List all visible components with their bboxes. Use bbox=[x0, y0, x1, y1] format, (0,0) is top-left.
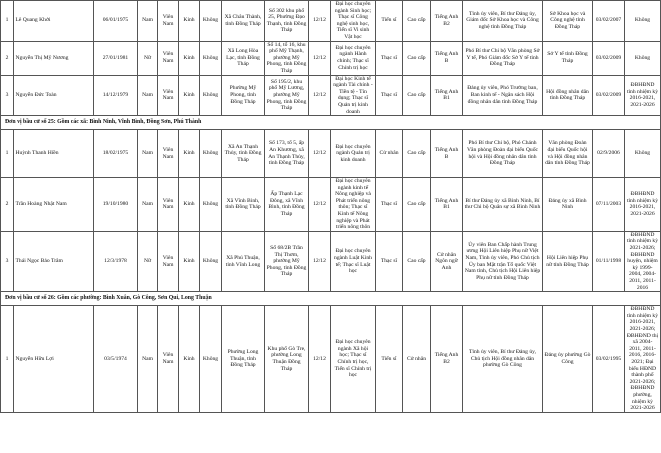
cell-hometown: Xã Long Hòa Lạc, tỉnh Đồng Tháp bbox=[222, 41, 265, 75]
cell-politic: Cao cấp bbox=[403, 1, 431, 42]
cell-name: Lê Quang Khởi bbox=[14, 1, 94, 42]
table-row bbox=[1, 130, 661, 178]
cell-workplace: Sở Khoa học và Công nghệ tỉnh Đồng Tháp bbox=[543, 1, 593, 42]
cell-major: Đại học chuyên ngành kinh tế Nông nghiệp và Phát triển nông thôn; Thạc sĩ Kinh tế Nông nghiệp và Phát triển nông thôn bbox=[331, 178, 376, 232]
cell-position: Phó Bí thư Chi bộ Văn phòng Sở Y tế, Phó Giám đốc Sở Y tế tỉnh Đồng Tháp bbox=[463, 41, 543, 75]
cell-dob: 18/02/1975 bbox=[94, 130, 138, 178]
cell-hometown: Xã An Thạnh Thủy, tỉnh Đồng Tháp bbox=[222, 130, 265, 178]
cell-politic: Cao cấp bbox=[403, 75, 431, 116]
cell-ethnic: Kinh bbox=[179, 75, 200, 116]
cell-stt: 1 bbox=[1, 130, 14, 178]
cell-edu: 12/12 bbox=[309, 178, 331, 232]
cell-hometown: Phường Long Thuận, tỉnh Đồng Tháp bbox=[222, 306, 265, 413]
cell-hometown: Xã Vĩnh Bình, tỉnh Đồng Tháp bbox=[222, 178, 265, 232]
section-title: Đơn vị bầu cử số 26: Gồm các phường: Bình Xuân, Gò Công, Sơn Qui, Long Thuận bbox=[1, 292, 661, 306]
cell-residence: Số 68/2B Trần Thị Thơm, phường Mỹ Phong, tỉnh Đồng Tháp bbox=[265, 231, 309, 291]
cell-gender: Nam bbox=[138, 306, 158, 413]
cell-degree: Thạc sĩ bbox=[376, 75, 403, 116]
cell-stt: 2 bbox=[1, 178, 14, 232]
cell-job: Viên Nam bbox=[158, 231, 179, 291]
cell-foreign: Tiếng Anh B2 bbox=[431, 306, 463, 413]
cell-delegate: ĐBHĐND tỉnh nhiệm kỳ 2016-2021, 2021-2026 bbox=[625, 75, 661, 116]
cell-party: 03/02/1995 bbox=[593, 306, 625, 413]
cell-delegate: ĐBHĐND tỉnh nhiệm kỳ 2021-2026; ĐBHĐND huyện, nhiệm kỳ 1999-2004, 2004-2011, 2011-2016 bbox=[625, 231, 661, 291]
cell-dob: 03/5/1974 bbox=[94, 306, 138, 413]
cell-position: Ủy viên Ban Chấp hành Trung ương Hội Liên hiệp Phụ nữ Việt Nam, Tỉnh ủy viên, Phó Chủ tịch Ủy ban Mặt trận Tổ quốc Việt Nam tỉnh, Chủ tịch Hội Liên hiệp Phụ nữ tỉnh Đồng Tháp bbox=[463, 231, 543, 291]
section-header bbox=[1, 116, 661, 130]
cell-degree: Thạc sĩ bbox=[376, 41, 403, 75]
cell-delegate: ĐBHĐND tỉnh nhiệm kỳ 2016-2021, 2021-2026 bbox=[625, 178, 661, 232]
cell-politic: Cao cấp bbox=[403, 231, 431, 291]
cell-gender: Nữ bbox=[138, 41, 158, 75]
cell-ethnic: Kinh bbox=[179, 231, 200, 291]
cell-delegate: Không bbox=[625, 41, 661, 75]
cell-degree: Thạc sĩ bbox=[376, 231, 403, 291]
cell-edu: 12/12 bbox=[309, 130, 331, 178]
cell-workplace: Văn phòng Đoàn đại biểu Quốc hội và Hội đồng nhân dân tỉnh Đồng Tháp bbox=[543, 130, 593, 178]
cell-religion: Không bbox=[200, 306, 222, 413]
cell-ethnic: Kinh bbox=[179, 178, 200, 232]
cell-major: Đại học chuyên ngành Sinh học; Thạc sĩ Công nghệ sinh học, Tiến sĩ Vi sinh Vật học bbox=[331, 1, 376, 42]
table-body bbox=[1, 1, 661, 413]
cell-stt: 2 bbox=[1, 41, 14, 75]
table-row bbox=[1, 231, 661, 291]
cell-name: Huỳnh Thanh Hiền bbox=[14, 130, 94, 178]
cell-religion: Không bbox=[200, 178, 222, 232]
cell-job: Viên Nam bbox=[158, 41, 179, 75]
cell-party: 07/11/2003 bbox=[593, 178, 625, 232]
cell-workplace: Hội Liên hiệp Phụ nữ tỉnh Đồng Tháp bbox=[543, 231, 593, 291]
cell-major: Đại học chuyên ngành Xã hội học; Thạc sĩ Chính trị học, Tiến sĩ Chính trị học bbox=[331, 306, 376, 413]
cell-edu: 12/12 bbox=[309, 306, 331, 413]
cell-party: 03/02/2009 bbox=[593, 41, 625, 75]
table-row bbox=[1, 178, 661, 232]
cell-party: 03/02/2007 bbox=[593, 1, 625, 42]
cell-name: Trần Hoàng Nhật Nam bbox=[14, 178, 94, 232]
cell-edu: 12/12 bbox=[309, 1, 331, 42]
cell-workplace: Đảng ủy phường Gò Công bbox=[543, 306, 593, 413]
cell-hometown: Phường Mỹ Phong, tỉnh Đồng Tháp bbox=[222, 75, 265, 116]
section-title: Đơn vị bầu cử số 25: Gồm các xã: Bình Ninh, Vĩnh Bình, Đồng Sơn, Phú Thành bbox=[1, 116, 661, 130]
cell-workplace: Đảng ủy xã Bình Ninh bbox=[543, 178, 593, 232]
cell-foreign: Tiếng Anh B bbox=[431, 130, 463, 178]
cell-hometown: Xã Phú Thuận, tỉnh Vĩnh Long bbox=[222, 231, 265, 291]
cell-foreign: Tiếng Anh B1 bbox=[431, 178, 463, 232]
cell-edu: 12/12 bbox=[309, 75, 331, 116]
cell-name: Thái Ngọc Bảo Trâm bbox=[14, 231, 94, 291]
cell-politic: Cử nhân bbox=[403, 306, 431, 413]
cell-religion: Không bbox=[200, 75, 222, 116]
cell-hometown: Xã Châu Thành, tỉnh Đồng Tháp bbox=[222, 1, 265, 42]
cell-position: Bí thư Đảng ủy xã Bình Ninh, Bí thư Chi bộ Quân sự xã Bình Ninh bbox=[463, 178, 543, 232]
cell-position: Tỉnh ủy viên, Bí thư Đảng ủy, Giám đốc Sở Khoa học và Công nghệ tỉnh Đồng Tháp bbox=[463, 1, 543, 42]
cell-gender: Nam bbox=[138, 130, 158, 178]
cell-stt: 3 bbox=[1, 75, 14, 116]
cell-foreign: Cử nhân Ngôn ngữ Anh bbox=[431, 231, 463, 291]
cell-stt: 1 bbox=[1, 1, 14, 42]
cell-major: Đại học chuyên ngành Luật Kinh tế; Thạc sĩ Luật học bbox=[331, 231, 376, 291]
cell-job: Viên Nam bbox=[158, 306, 179, 413]
cell-workplace: Sở Y tế tỉnh Đồng Tháp bbox=[543, 41, 593, 75]
cell-job: Viên Nam bbox=[158, 75, 179, 116]
cell-edu: 12/12 bbox=[309, 231, 331, 291]
cell-gender: Nữ bbox=[138, 231, 158, 291]
cell-stt: 3 bbox=[1, 231, 14, 291]
cell-name: Nguyễn Hữu Lợi bbox=[14, 306, 94, 413]
cell-religion: Không bbox=[200, 41, 222, 75]
section-header bbox=[1, 292, 661, 306]
table-row bbox=[1, 306, 661, 413]
cell-edu: 12/12 bbox=[309, 41, 331, 75]
cell-ethnic: Kinh bbox=[179, 306, 200, 413]
cell-degree: Tiến sĩ bbox=[376, 1, 403, 42]
cell-position: Phó Bí thư Chi bộ, Phó Chánh Văn phòng Đoàn đại biểu Quốc hội và Hội đồng nhân dân tỉnh Đồng Tháp bbox=[463, 130, 543, 178]
cell-workplace: Hội đồng nhân dân tỉnh Đồng Tháp bbox=[543, 75, 593, 116]
cell-name: Nguyễn Đức Toàn bbox=[14, 75, 94, 116]
table-row bbox=[1, 41, 661, 75]
cell-residence: Ấp Thạnh Lạc Đông, xã Vĩnh Bình, tỉnh Đồng Tháp bbox=[265, 178, 309, 232]
cell-job: Viên Nam bbox=[158, 178, 179, 232]
cell-dob: 27/01/1981 bbox=[94, 41, 138, 75]
table-row bbox=[1, 1, 661, 42]
cell-party: 03/02/2009 bbox=[593, 75, 625, 116]
cell-degree: Tiến sĩ bbox=[376, 306, 403, 413]
cell-ethnic: Kinh bbox=[179, 130, 200, 178]
cell-dob: 06/01/1975 bbox=[94, 1, 138, 42]
cell-politic: Cao cấp bbox=[403, 130, 431, 178]
cell-foreign: Tiếng Anh B2 bbox=[431, 1, 463, 42]
cell-job: Viên Nam bbox=[158, 1, 179, 42]
cell-major: Đại học chuyên ngành Hành chính; Thạc sĩ Chính trị học bbox=[331, 41, 376, 75]
cell-dob: 19/10/1980 bbox=[94, 178, 138, 232]
cell-job: Viên Nam bbox=[158, 130, 179, 178]
cell-foreign: Tiếng Anh B1 bbox=[431, 75, 463, 116]
cell-politic: Cao cấp bbox=[403, 178, 431, 232]
cell-residence: Số 173, tổ 5, ấp An Khương, xã An Thạnh Thủy, tỉnh Đồng Tháp bbox=[265, 130, 309, 178]
cell-party: 01/11/1998 bbox=[593, 231, 625, 291]
cell-religion: Không bbox=[200, 130, 222, 178]
cell-religion: Không bbox=[200, 1, 222, 42]
cell-stt: 1 bbox=[1, 306, 14, 413]
cell-position: Đảng ủy viên, Phó Trưởng ban, Ban kinh tế - Ngân sách Hội đồng nhân dân tỉnh Đồng Tháp bbox=[463, 75, 543, 116]
cell-gender: Nam bbox=[138, 1, 158, 42]
cell-residence: Số 14, tổ 16, khu phố Mỹ Thạnh, phường Mỹ Phong, tỉnh Đồng Tháp bbox=[265, 41, 309, 75]
cell-degree: Thạc sĩ bbox=[376, 178, 403, 232]
cell-ethnic: Kinh bbox=[179, 41, 200, 75]
cell-religion: Không bbox=[200, 231, 222, 291]
cell-ethnic: Kinh bbox=[179, 1, 200, 42]
cell-delegate: Không bbox=[625, 130, 661, 178]
cell-residence: Số 195/2, khu phố Mỹ Lương, phường Mỹ Phong, tỉnh Đồng Tháp bbox=[265, 75, 309, 116]
cell-major: Đại học chuyên ngành Quản trị kinh doanh bbox=[331, 130, 376, 178]
cell-name: Nguyễn Thị Mỹ Nương bbox=[14, 41, 94, 75]
cell-gender: Nam bbox=[138, 178, 158, 232]
cell-party: 02/9/2006 bbox=[593, 130, 625, 178]
cell-politic: Cao cấp bbox=[403, 41, 431, 75]
cell-residence: Khu phố Gò Tre, phường Long Thuận Đồng Tháp bbox=[265, 306, 309, 413]
cell-dob: 12/3/1978 bbox=[94, 231, 138, 291]
table-row bbox=[1, 75, 661, 116]
cell-position: Tỉnh ủy viên, Bí thư Đảng ủy, Chủ tịch Hội đồng nhân dân phường Gò Công bbox=[463, 306, 543, 413]
cell-gender: Nam bbox=[138, 75, 158, 116]
cell-foreign: Tiếng Anh B bbox=[431, 41, 463, 75]
cell-degree: Cử nhân bbox=[376, 130, 403, 178]
cell-delegate: Không bbox=[625, 1, 661, 42]
cell-residence: Số 302 khu phố 25, Phường Đạo Thạnh, tỉnh Đồng Tháp bbox=[265, 1, 309, 42]
cell-delegate: ĐBHĐND tỉnh nhiệm kỳ 2016-2021, 2021-2026; ĐBHĐND thị xã 2004-2011, 2011-2016, 2016-2021; Đại biểu HĐND thành phố 2021-2026; ĐBHĐND phường, nhiệm kỳ 2021-2026 bbox=[625, 306, 661, 413]
cell-dob: 14/12/1979 bbox=[94, 75, 138, 116]
cell-major: Đại học Kinh tế ngành Tài chính - Tiền tệ - Tín dụng; Thạc sĩ Quản trị kinh doanh bbox=[331, 75, 376, 116]
